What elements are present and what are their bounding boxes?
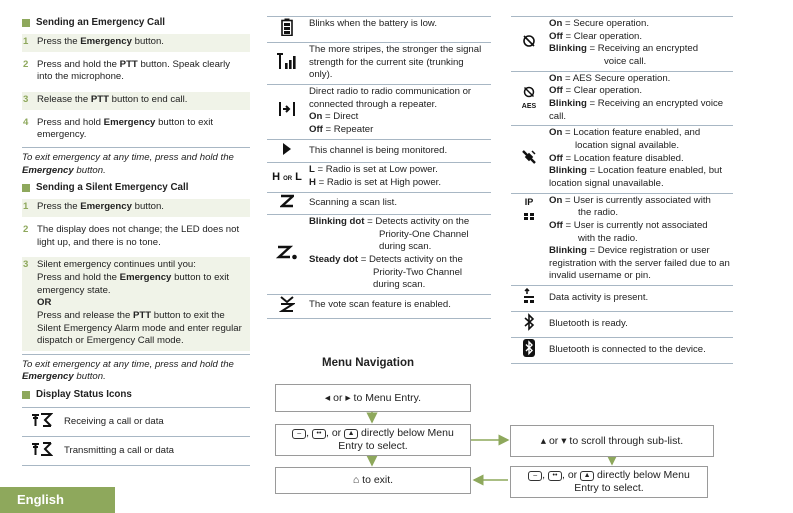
table-row: This channel is being monitored. xyxy=(267,139,491,163)
table-row: Bluetooth is connected to the device. xyxy=(511,337,733,363)
emergency-step-1: 1 Press the Emergency button. xyxy=(22,34,250,52)
softkey-right-icon: ▲ xyxy=(344,429,358,439)
softkey-left-icon: – xyxy=(528,471,542,481)
table-row: The vote scan feature is enabled. xyxy=(267,294,491,318)
table-row: IP On = User is currently associated with the radio. Off = User is currently not associated with the radio. Blinking = Device registration or user registration with the server failed due to an invalid username or pin. xyxy=(511,193,733,286)
heading-silent-emergency: Sending a Silent Emergency Call xyxy=(22,181,250,195)
table-row: Bluetooth is ready. xyxy=(511,311,733,337)
table-row: H OR L L = Radio is set at Low power. H = Radio is set at High power. xyxy=(267,163,491,192)
silent-step-1: 1 Press the Emergency button. xyxy=(22,199,250,217)
table-row: Transmitting a call or data xyxy=(22,437,250,466)
table-row: The more stripes, the stronger the signal strength for the current site (trunking only). xyxy=(267,43,491,85)
ip-registration-icon: IP xyxy=(511,193,547,286)
table-row: Scanning a scan list. xyxy=(267,192,491,214)
table-row: On = Location feature enabled, and location signal available. Off = Location feature disabled. Blinking = Location feature enabled, but location signal unavailable. xyxy=(511,126,733,193)
aes-secure-icon: AES xyxy=(511,71,547,126)
table-row: AES On = AES Secure operation. Off = Clear operation. Blinking = Receiving an encrypted voice call. xyxy=(511,71,733,126)
menu-box-select-entry: – , •• , or ▲ directly below Menu Entry to select. xyxy=(275,424,471,456)
heading-sending-emergency: Sending an Emergency Call xyxy=(22,16,250,30)
menu-box-exit: ⌂ to exit. xyxy=(275,467,471,494)
emergency-step-3: 3 Release the PTT button to end call. xyxy=(22,92,250,110)
softkey-center-icon: •• xyxy=(548,471,562,481)
silent-step-2: 2 The display does not change; the LED does not light up, and there is no tone. xyxy=(23,223,240,248)
power-level-icon: H OR L xyxy=(267,163,307,192)
emergency-step-4: 4 Press and hold Emergency button to exit emergency. xyxy=(23,116,214,141)
home-icon: ⌂ xyxy=(352,474,360,487)
table-row: Direct radio to radio communication or connected through a repeater. On = Direct Off = Repeater xyxy=(267,85,491,140)
exit-emergency-note-2: To exit emergency at any time, press and hold the Emergency button. xyxy=(22,358,234,383)
table-row: Blinks when the battery is low. xyxy=(267,17,491,43)
silent-step-3: 3 Silent emergency continues until you: Press and hold the Emergency button to exit emergency state. OR Press and release the PTT button to exit the Silent Emergency Alarm mode and enter regular dispatch or Emergency Call mode. xyxy=(22,257,250,351)
table-row: Receiving a call or data xyxy=(22,408,250,437)
emergency-step-2: 2 Press and hold the PTT button. Speak clearly into the microphone. xyxy=(23,58,231,83)
menu-box-scroll-sublist: ▴ or ▾ to scroll through sub-list. xyxy=(510,425,714,457)
softkey-center-icon: •• xyxy=(312,429,326,439)
language-tab: English xyxy=(0,487,115,513)
table-row: Data activity is present. xyxy=(511,286,733,312)
menu-box-scroll-entry: ◂ or ▸ to Menu Entry. xyxy=(275,384,471,412)
softkey-right-icon: ▲ xyxy=(580,471,594,481)
menu-box-select-sublist: – , •• , or ▲ directly below Menu Entry to select. xyxy=(510,466,708,498)
table-row: Blinking dot = Detects activity on the Priority-One Channel during scan. Steady dot = Detects activity on the Priority-Two Channel during scan. xyxy=(267,214,491,294)
softkey-left-icon: – xyxy=(292,429,306,439)
table-row: On = Secure operation. Off = Clear operation. Blinking = Receiving an encrypted voice call. xyxy=(511,17,733,72)
exit-emergency-note: To exit emergency at any time, press and hold the Emergency button. xyxy=(22,151,234,176)
heading-display-status-icons: Display Status Icons xyxy=(22,388,250,402)
menu-navigation-title: Menu Navigation xyxy=(322,357,415,369)
